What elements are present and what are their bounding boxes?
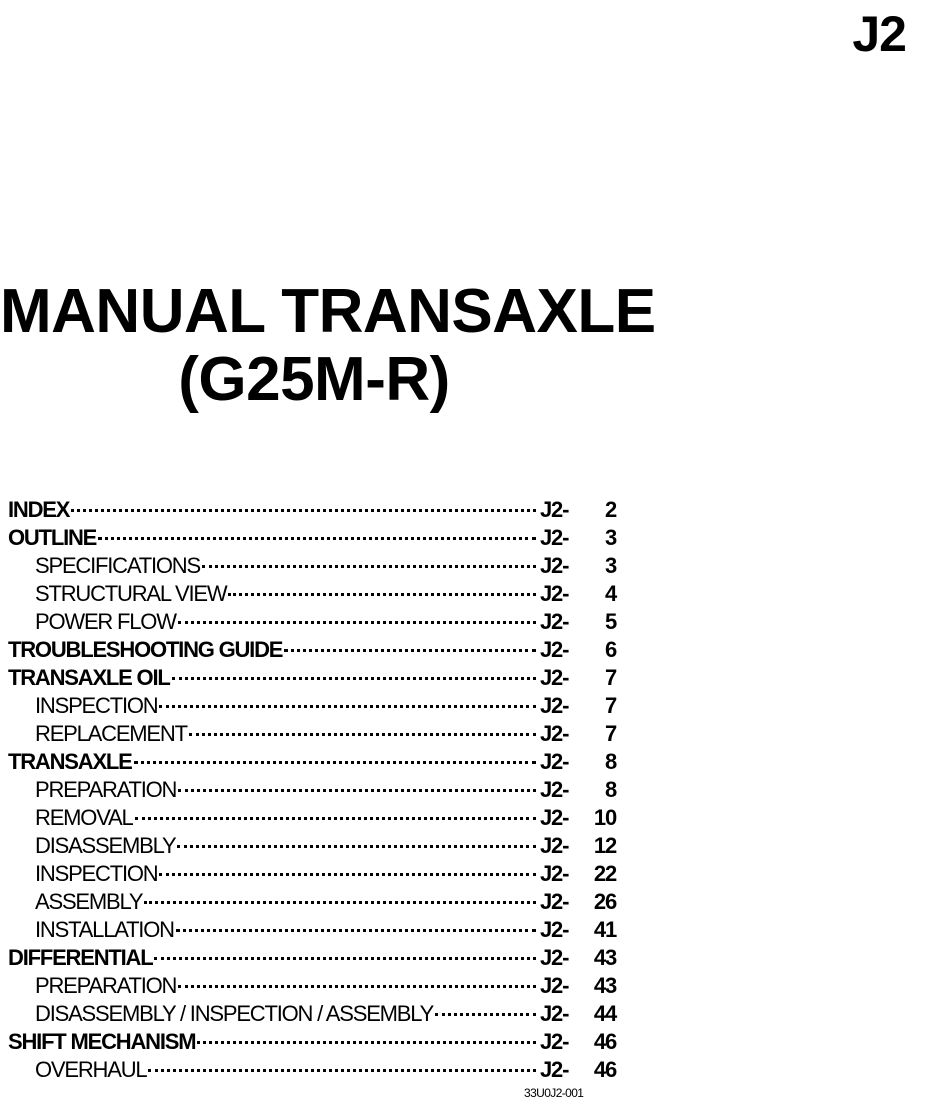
toc-entry-label: TRANSAXLE OIL: [8, 665, 170, 690]
toc-entry-label: INSPECTION: [35, 693, 158, 718]
toc-page-number: 7: [604, 665, 616, 690]
title-line-main: MANUAL TRANSAXLE: [0, 277, 656, 346]
toc-entry: [8, 860, 616, 888]
toc-entry-page: [540, 692, 616, 720]
toc-entry-page: [540, 1056, 616, 1084]
toc-page-prefix: J2-: [540, 1029, 569, 1054]
toc-entry: [8, 832, 616, 860]
toc-entry: [8, 524, 616, 552]
toc-entry-page: [540, 664, 616, 692]
toc-entry-page: [540, 888, 616, 916]
toc-page-prefix: J2-: [540, 861, 569, 886]
toc-entry-page: [540, 860, 616, 888]
toc-page-number: 43: [593, 945, 616, 970]
toc-page-number: 7: [604, 693, 616, 718]
toc-entry: [8, 748, 616, 776]
toc-entry: [8, 888, 616, 916]
toc-leader-dots: [178, 789, 536, 792]
toc-entry-page: [540, 636, 616, 664]
section-code: J2: [852, 6, 906, 62]
toc-page-number: 6: [604, 637, 616, 662]
toc-entry-label: DISASSEMBLY: [35, 833, 176, 858]
toc-entry-label: REMOVAL: [35, 805, 133, 830]
toc-entry-label: OUTLINE: [8, 525, 97, 550]
toc-page-prefix: J2-: [540, 749, 569, 774]
toc-entry: [8, 1056, 616, 1084]
toc-entry-page: [540, 580, 616, 608]
toc-entry-page: [540, 608, 616, 636]
toc-leader-dots: [228, 593, 536, 596]
toc-page-prefix: J2-: [540, 497, 569, 522]
toc-leader-dots: [197, 1041, 536, 1044]
toc-entry-page: [540, 1028, 616, 1056]
toc-entry-page: [540, 972, 616, 1000]
toc-entry-label: DISASSEMBLY / INSPECTION / ASSEMBLY: [35, 1001, 434, 1026]
toc-leader-dots: [178, 985, 536, 988]
toc-entry-label: INDEX: [8, 497, 70, 522]
toc-page-number: 5: [604, 609, 616, 634]
toc-page-prefix: J2-: [540, 1057, 569, 1082]
toc-page-number: 3: [604, 525, 616, 550]
title-line-model: (G25M-R): [178, 345, 450, 414]
toc-entry-label: OVERHAUL: [35, 1057, 147, 1082]
toc-entry-label: DIFFERENTIAL: [8, 945, 153, 970]
toc-leader-dots: [135, 817, 536, 820]
toc-entry-label: INSTALLATION: [35, 917, 174, 942]
toc-page-number: 26: [593, 889, 616, 914]
toc-entry: [8, 580, 616, 608]
toc-entry-label: TRANSAXLE: [8, 749, 132, 774]
toc-page-number: 41: [593, 917, 616, 942]
toc-page-prefix: J2-: [540, 609, 569, 634]
toc-entry: [8, 664, 616, 692]
toc-entry: [8, 692, 616, 720]
toc-page-number: 43: [593, 973, 616, 998]
toc-entry-label: ASSEMBLY: [35, 889, 143, 914]
toc-page-prefix: J2-: [540, 777, 569, 802]
toc-entry: [8, 720, 616, 748]
toc-page-prefix: J2-: [540, 833, 569, 858]
toc-entry-page: [540, 832, 616, 860]
toc-entry-page: [540, 720, 616, 748]
toc-entry: [8, 552, 616, 580]
toc-leader-dots: [177, 845, 536, 848]
toc-leader-dots: [202, 565, 536, 568]
toc-entry: [8, 1028, 616, 1056]
toc-leader-dots: [435, 1013, 536, 1016]
page-title: [0, 277, 656, 414]
toc-entry-label: REPLACEMENT: [35, 721, 187, 746]
toc-page-prefix: J2-: [540, 693, 569, 718]
toc-page-prefix: J2-: [540, 581, 569, 606]
toc-entry-page: [540, 496, 616, 524]
toc-page-prefix: J2-: [540, 665, 569, 690]
toc-entry: [8, 636, 616, 664]
toc-entry-page: [540, 944, 616, 972]
toc-entry: [8, 944, 616, 972]
toc-entry-label: TROUBLESHOOTING GUIDE: [8, 637, 283, 662]
toc-page-number: 22: [593, 861, 616, 886]
toc-leader-dots: [98, 537, 536, 540]
toc-page-prefix: J2-: [540, 553, 569, 578]
toc-leader-dots: [71, 509, 536, 512]
toc-entry-page: [540, 1000, 616, 1028]
toc-page-prefix: J2-: [540, 889, 569, 914]
toc-entry: [8, 804, 616, 832]
toc-entry-label: INSPECTION: [35, 861, 158, 886]
toc-page-prefix: J2-: [540, 1001, 569, 1026]
toc-page-prefix: J2-: [540, 637, 569, 662]
toc-entry-page: [540, 748, 616, 776]
toc-entry-label: SHIFT MECHANISM: [8, 1029, 196, 1054]
toc-page-number: 46: [593, 1029, 616, 1054]
toc-page-number: 2: [604, 497, 616, 522]
toc-entry-label: PREPARATION: [35, 973, 177, 998]
toc-entry: [8, 916, 616, 944]
toc-page-number: 4: [604, 581, 616, 606]
toc-entry: [8, 776, 616, 804]
table-of-contents: [8, 496, 616, 1084]
toc-entry: [8, 608, 616, 636]
toc-leader-dots: [172, 677, 536, 680]
toc-entry: [8, 1000, 616, 1028]
document-code: 33U0J2-001: [524, 1086, 584, 1100]
toc-page-number: 8: [604, 777, 616, 802]
toc-entry-page: [540, 524, 616, 552]
toc-leader-dots: [189, 733, 536, 736]
toc-page-prefix: J2-: [540, 917, 569, 942]
toc-page-number: 3: [604, 553, 616, 578]
toc-entry-page: [540, 916, 616, 944]
toc-page-prefix: J2-: [540, 973, 569, 998]
toc-entry-label: SPECIFICATIONS: [35, 553, 200, 578]
toc-page-number: 46: [593, 1057, 616, 1082]
toc-leader-dots: [144, 901, 536, 904]
toc-page-number: 12: [593, 833, 616, 858]
toc-entry: [8, 972, 616, 1000]
toc-leader-dots: [154, 957, 536, 960]
toc-page-number: 44: [593, 1001, 616, 1026]
toc-leader-dots: [284, 649, 536, 652]
toc-page-prefix: J2-: [540, 805, 569, 830]
toc-leader-dots: [159, 873, 536, 876]
toc-entry-label: STRUCTURAL VIEW: [35, 581, 227, 606]
toc-leader-dots: [134, 761, 536, 764]
toc-entry-page: [540, 552, 616, 580]
toc-page-number: 10: [593, 805, 616, 830]
toc-entry: [8, 496, 616, 524]
toc-entry-page: [540, 804, 616, 832]
toc-page-number: 8: [604, 749, 616, 774]
toc-page-number: 7: [604, 721, 616, 746]
toc-leader-dots: [178, 621, 536, 624]
toc-leader-dots: [176, 929, 536, 932]
toc-leader-dots: [159, 705, 536, 708]
toc-page-prefix: J2-: [540, 721, 569, 746]
toc-entry-page: [540, 776, 616, 804]
toc-page-prefix: J2-: [540, 945, 569, 970]
toc-entry-label: POWER FLOW: [35, 609, 176, 634]
toc-page-prefix: J2-: [540, 525, 569, 550]
toc-entry-label: PREPARATION: [35, 777, 177, 802]
toc-leader-dots: [148, 1069, 536, 1072]
